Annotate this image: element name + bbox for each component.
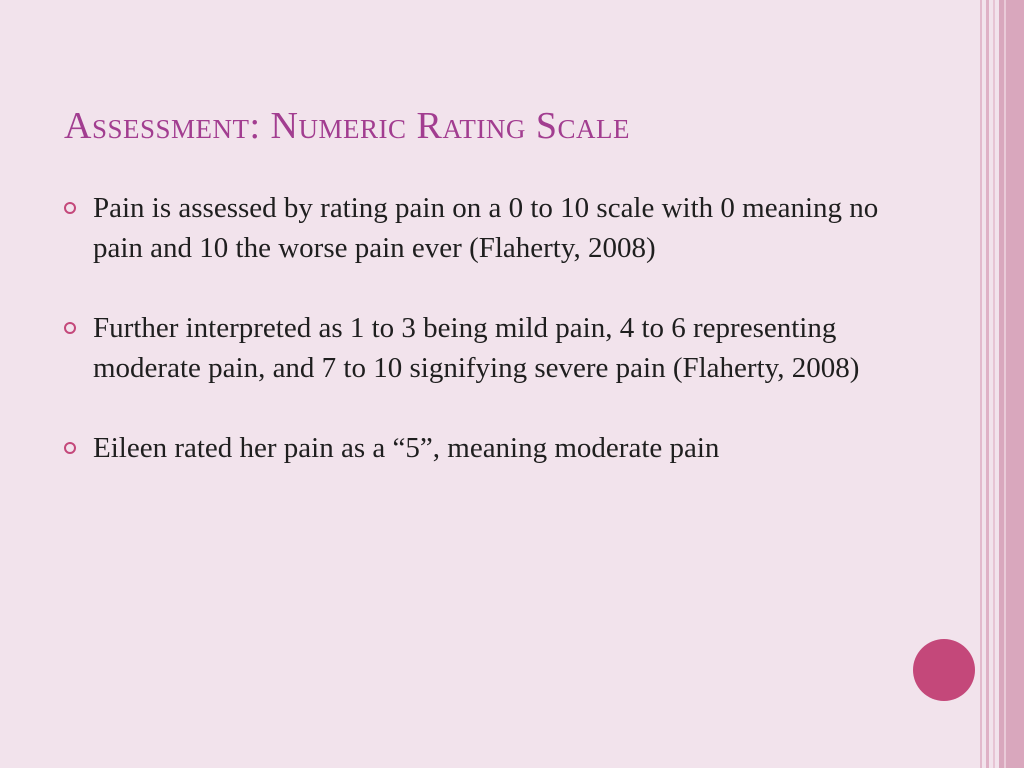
decorative-circle-icon xyxy=(913,639,975,701)
edge-stripe xyxy=(993,0,995,768)
edge-stripe xyxy=(980,0,982,768)
bullet-text: Pain is assessed by rating pain on a 0 to 10 scale with 0 meaning no pain and 10 the worse pain ever (Flaherty, 2008) xyxy=(93,192,879,264)
edge-stripe xyxy=(986,0,989,768)
slide-title: Assessment: Numeric Rating Scale xyxy=(64,105,630,147)
bullet-item xyxy=(64,188,884,268)
bullet-item xyxy=(64,428,884,468)
bullet-text: Further interpreted as 1 to 3 being mild pain, 4 to 6 representing moderate pain, and 7 to 10 signifying severe pain (Flaherty, 2008) xyxy=(93,312,860,384)
bullet-text: Eileen rated her pain as a “5”, meaning moderate pain xyxy=(93,432,720,464)
bullet-circle-icon xyxy=(64,322,76,334)
edge-band xyxy=(999,0,1024,768)
bullet-item xyxy=(64,308,884,388)
bullet-list xyxy=(64,188,884,468)
edge-stripe xyxy=(1004,0,1006,768)
bullet-circle-icon xyxy=(64,202,76,214)
bullet-circle-icon xyxy=(64,442,76,454)
